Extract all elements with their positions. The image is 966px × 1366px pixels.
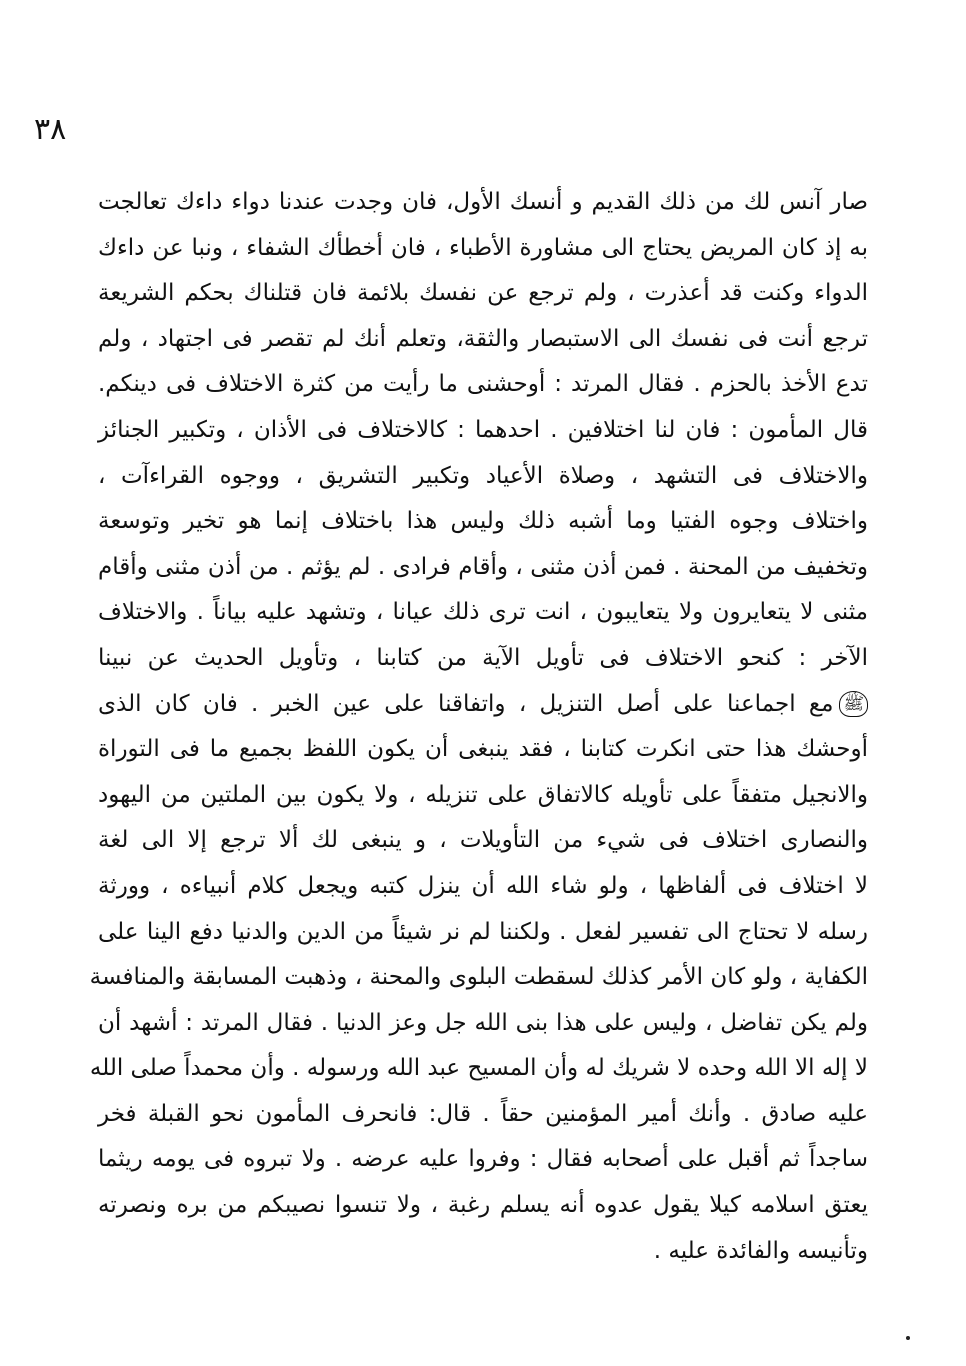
body-text [89, 180, 868, 1274]
text-line: مثنى لا يتعايرون ولا يتعايبون ، انت ترى ذلك عيانا ، وتشهد عليه بياناً . والاختلاف [98, 599, 868, 626]
text-line: لا اختلاف فى ألفاظها ، ولو شاء الله أن ينزل كتبه ويجعل كلام أنبياءه ، وورثة [98, 872, 868, 899]
text-line: الدواء وكنت قد أعذرت ، ولم ترجع عن نفسك بلائمة فان قتلناك بحكم الشريعة [98, 280, 868, 307]
text-line: لا إله الا الله وحده لا شريك له وأن المسيح عبد الله ورسوله . وأن محمداً صلى الله [89, 1055, 868, 1082]
text-line: والاختلاف فى التشهد ، وصلاة الأعياد وتكبير التشريق ، ووجوه القراءآت ، [98, 462, 868, 489]
page-number: ٣٨ [34, 112, 67, 147]
text-line: واختلاف وجوه الفتيا وما أشبه ذلك وليس هذا باختلاف إنما هو تخير وتوسعة [98, 508, 868, 535]
text-line-with-ligature [98, 682, 868, 728]
text-line-final: وتأنيسه والفائدة عليه . [653, 1237, 868, 1264]
text-line: والانجيل متفقاً على تأويله كالاتفاق على تنزيله ، ولا يكون بين الملتين من اليهود [98, 781, 868, 808]
text-line: صار آنس لك من ذلك القديم و أنسك الأول، فان وجدت عندنا دواء داءك تعالجت [98, 189, 868, 215]
salawat-ligature: ﷺ [839, 691, 868, 717]
text-line: يعتق اسلامه كيلا يقول عدوه أنه يسلم رغبة ، ولا تنسوا نصيبكم من بره ونصرته [98, 1192, 868, 1219]
text-line: ولم يكن تفاضل ، وليس على هذا بنى الله جل وعز الدنيا . فقال المرتد : أشهد أن [98, 1009, 868, 1036]
text-line: ترجع أنت فى نفسك الى الاستبصار والثقة، وتعلم أنك لم تقصر فى اجتهاد ، ولم [98, 325, 868, 352]
text-line: والنصارى اختلاف فى شيء من التأويلات ، و ينبغى لك ألا ترجع إلا الى لغة [98, 827, 868, 854]
text-line: الكفاية ، ولو كان الأمر كذلك لسقطت البلوى والمحنة ، وذهبت المسابقة والمنافسة [89, 964, 868, 991]
text-line: تدع الأخذ بالحزم . فقال المرتد : أوحشنى ما رأيت من كثرة الاختلاف فى دينكم. [98, 371, 868, 398]
text-line: رسله لا تحتاج الى تفسير لفعل . ولكننا لم نر شيئاً من الدين والدنيا دفع الينا على [98, 918, 868, 945]
text-line: قال المأمون : فان لنا اختلافين . احدهما : كالاختلاف فى الأذان ، وتكبير الجنائز [98, 416, 868, 443]
text-line: أوحشك هذا حتى انكرت كتابنا ، فقد ينبغى أن يكون اللفظ بجميع ما فى التوراة [98, 736, 868, 763]
text-line: وتخفيف من المحنة . فمن أذن مثنى ، وأقام فرادى . لم يؤثم . من أذن مثنى وأقام [98, 553, 868, 580]
text-line: ساجداً ثم أقبل على أصحابه فقال : وفروا عليه عرضه . ولا تبروه فى يومه ريثما [98, 1146, 868, 1173]
text-line: به إذ كان المريض يحتاج الى مشاورة الأطباء ، فان أخطأك الشفاء ، ونبا عن داءك [98, 234, 868, 261]
text-line-content: مع اجماعنا على أصل التنزيل ، واتفاقنا على عين الخبر . فان كان الذى [98, 690, 834, 717]
scan-speck [906, 1336, 910, 1340]
text-line: الآخر : كنحو الاختلاف فى تأويل الآية من كتابنا ، وتأويل الحديث عن نبينا [98, 644, 868, 671]
text-line: عليه صادق . وأنك أمير المؤمنين حقاً . قال: فانحرف المأمون نحو القبلة فخر [98, 1100, 868, 1127]
